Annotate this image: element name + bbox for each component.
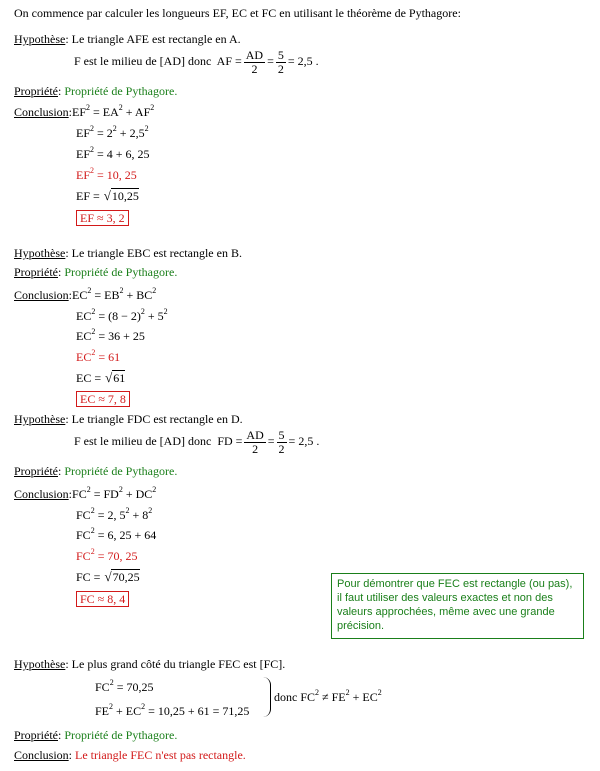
ef-step-5: EF = √ 10,25 — [76, 188, 139, 204]
property-1: Propriété: Propriété de Pythagore. — [14, 84, 178, 98]
conclusion-1-step-1: $Conclusion:EF^2 = EA^2 + AF^2$ — [14, 103, 155, 119]
fraction-ad-over-2: $\frac{AD}{2}$ — [246, 427, 264, 456]
ef-step-3: $EF^2 = 4 + 6$, 25 — [76, 145, 150, 161]
fc-squared-value: $FC^2 = 70,25$ — [95, 678, 154, 694]
af-calculation: F est le milieu de [AD] donc AF = $\frac{AD}{2}$ = $\frac{5}{2}$ = 2,5 . — [74, 47, 319, 76]
fraction-5-over-2: $\frac{5}{2}$ — [277, 47, 284, 76]
fc-result: FC ≈ 8, 4 — [76, 591, 129, 607]
hypothesis-3: Hypothèse: Le triangle FDC est rectangle en D. — [14, 412, 243, 426]
fc-step-5: FC = √ 70,25 — [76, 569, 140, 585]
hypothesis-2: Hypothèse: Le triangle EBC est rectangle en B. — [14, 246, 242, 260]
ec-result: EC ≈ 7, 8 — [76, 391, 130, 407]
fc-step-2: $FC^2 = 2$, $5^2 + 8^2$ — [76, 506, 153, 522]
brace — [263, 677, 271, 717]
ef-step-4: $EF^2 = 10$, 25 — [76, 166, 137, 182]
property-2: Propriété: Propriété de Pythagore. — [14, 265, 178, 279]
conclusion-3-step-1: $Conclusion:FC^2 = FD^2 + DC^2$ — [14, 485, 157, 501]
note-box: Pour démontrer que FEC est rectangle (ou pas), il faut utiliser des valeurs exactes et non des valeurs approchées, même avec une grande précision. — [331, 573, 584, 639]
hypothesis-1: Hypothèse: Le triangle AFE est rectangle en A. — [14, 32, 241, 46]
final-conclusion: Conclusion: Le triangle FEC n'est pas rectangle. — [14, 748, 246, 762]
hypothesis-4: Hypothèse: Le plus grand côté du triangle FEC est [FC]. — [14, 657, 286, 671]
fe-ec-sum: $FE^2 + EC^2 = 10,25 + 61 = 71,25$ — [95, 702, 250, 718]
property-3: Propriété: Propriété de Pythagore. — [14, 464, 178, 478]
fraction-5-over-2: $\frac{5}{2}$ — [278, 427, 285, 456]
conclusion-2-step-1: $Conclusion:EC^2 = EB^2 + BC^2$ — [14, 286, 157, 302]
fc-step-3: $FC^2 = 6$, 25 + 64 — [76, 526, 157, 542]
ec-step-5: EC = √ 61 — [76, 370, 125, 386]
ec-step-2: $EC^2 = (8 - 2)^2 + 5^2$ — [76, 307, 168, 323]
ec-step-4: $EC^2 = 61$ — [76, 348, 121, 364]
donc-comparison: donc $FC^2 \ne FE^2 + EC^2$ — [274, 688, 382, 704]
property-4: Propriété: Propriété de Pythagore. — [14, 728, 178, 742]
fraction-ad-over-2: $\frac{AD}{2}$ — [245, 47, 264, 76]
ec-step-3: $EC^2 = 36 + 25$ — [76, 327, 145, 343]
ef-result: EF ≈ 3, 2 — [76, 210, 129, 226]
ef-step-2: $EF^2 = 2^2 + 2,5^2$ — [76, 124, 149, 140]
fc-step-4: $FC^2 = 70$, 25 — [76, 547, 138, 563]
fd-calculation: F est le milieu de [AD] donc FD = $\frac{AD}{2}$ = $\frac{5}{2}$ = 2,5 . — [74, 427, 320, 456]
intro-text: On commence par calculer les longueurs EF, EC et FC en utilisant le théorème de Pythagore: — [14, 6, 461, 20]
